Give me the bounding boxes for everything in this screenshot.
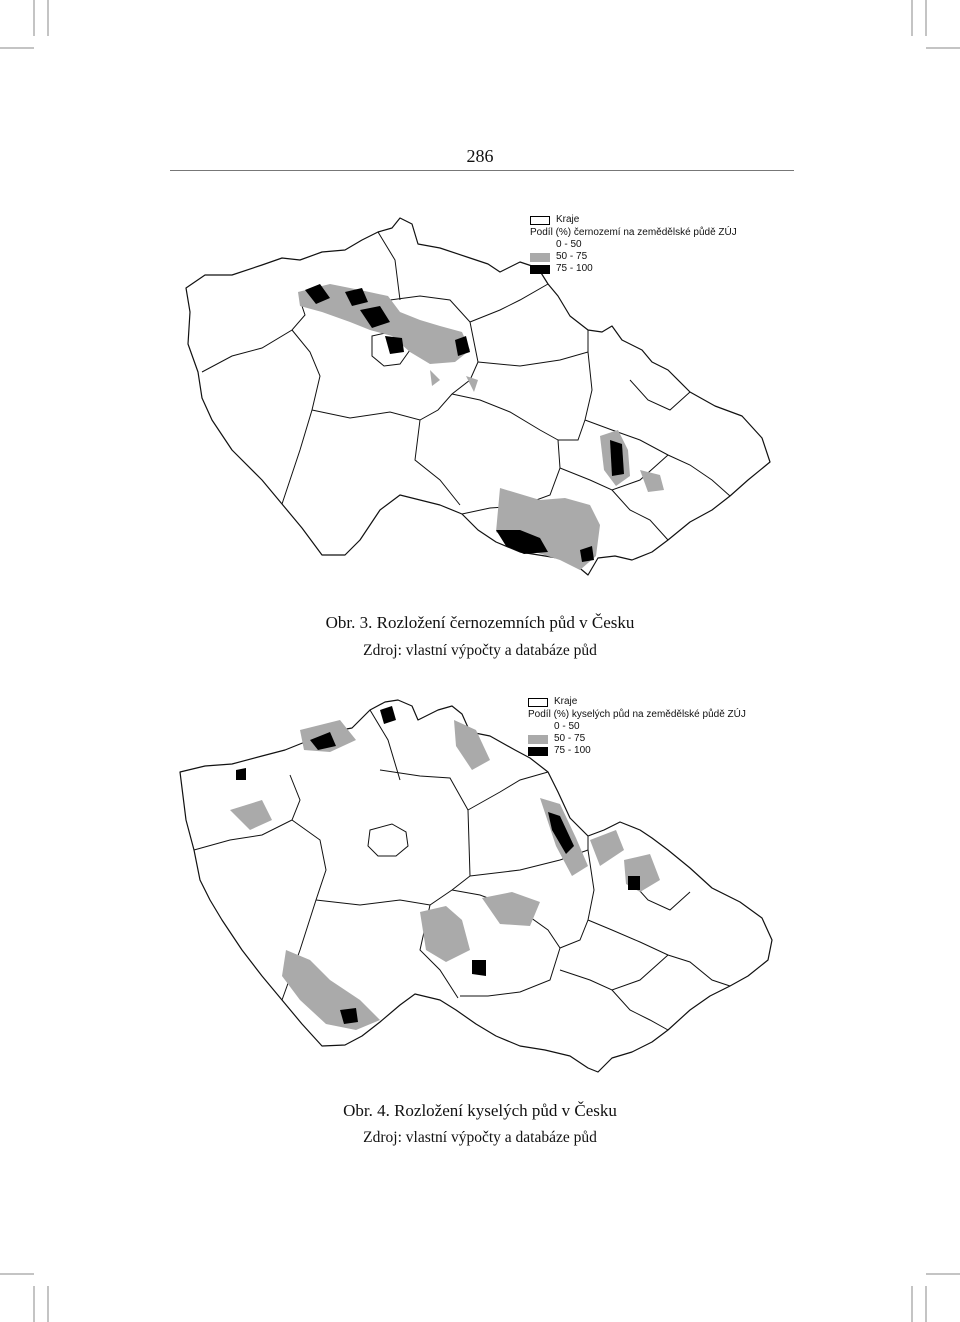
map-figure-4 <box>0 680 960 1090</box>
legend-regions-label: Kraje <box>556 214 580 225</box>
legend-regions-row <box>530 214 737 226</box>
figure-3-caption: Obr. 3. Rozložení černozemních půd v Česku <box>325 613 635 632</box>
legend-class-swatch <box>528 723 548 732</box>
legend-class-row <box>528 733 746 745</box>
page-number: 286 <box>466 146 494 166</box>
legend-regions-label: Kraje <box>554 696 578 707</box>
legend-class-swatch <box>530 265 550 274</box>
legend-regions-swatch <box>530 216 550 225</box>
legend-class-label: 50 - 75 <box>554 733 586 744</box>
legend-class-swatch <box>528 735 548 744</box>
legend-class-label: 0 - 50 <box>554 721 580 732</box>
legend-class-row <box>530 263 737 275</box>
figure-4-source: Zdroj: vlastní výpočty a databáze půd <box>363 1129 597 1146</box>
legend-regions-row <box>528 696 746 708</box>
legend-class-label: 75 - 100 <box>556 263 593 274</box>
legend-class-swatch <box>528 747 548 756</box>
legend-figure-3 <box>530 214 737 275</box>
legend-class-row <box>528 721 746 733</box>
figure-4-caption: Obr. 4. Rozložení kyselých půd v Česku <box>343 1101 617 1120</box>
map-figure-3 <box>0 0 960 600</box>
legend-class-label: 75 - 100 <box>554 745 591 756</box>
legend-class-row <box>528 745 746 757</box>
legend-class-row <box>530 251 737 263</box>
figure-3-source: Zdroj: vlastní výpočty a databáze půd <box>363 642 597 659</box>
legend-title: Podíl (%) černozemí na zemědělské půdě ZÚJ <box>530 227 737 238</box>
legend-class-label: 0 - 50 <box>556 239 582 250</box>
legend-figure-4 <box>528 696 746 757</box>
legend-class-label: 50 - 75 <box>556 251 588 262</box>
legend-class-swatch <box>530 241 550 250</box>
legend-class-swatch <box>530 253 550 262</box>
legend-class-row <box>530 239 737 251</box>
legend-title: Podíl (%) kyselých půd na zemědělské půdě ZÚJ <box>528 709 746 720</box>
legend-regions-swatch <box>528 698 548 707</box>
